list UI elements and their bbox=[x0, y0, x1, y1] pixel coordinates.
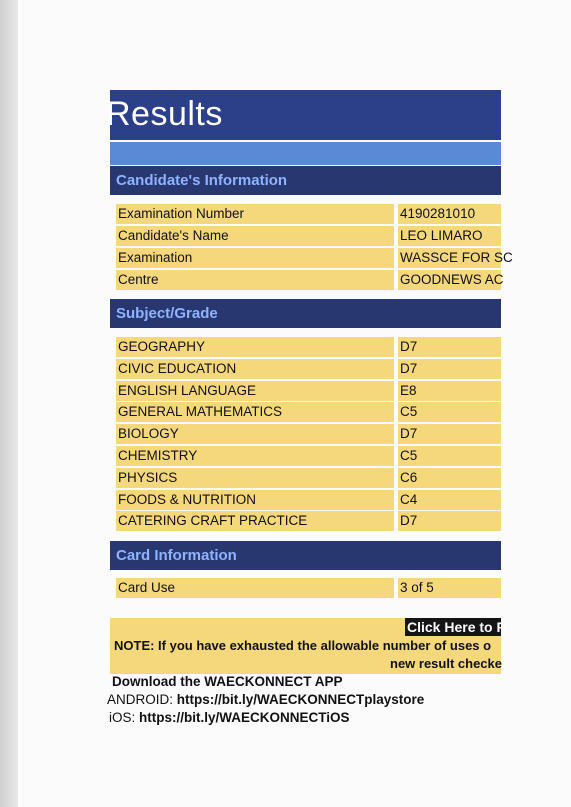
scan-edge bbox=[0, 0, 18, 807]
subject-grade: D7 bbox=[398, 424, 501, 444]
subject-name: ENGLISH LANGUAGE bbox=[116, 381, 394, 401]
card-use-label: Card Use bbox=[116, 578, 394, 598]
note-text-continued: new result checke bbox=[390, 656, 502, 671]
subject-name: GEOGRAPHY bbox=[116, 337, 394, 357]
candidate-label: Centre bbox=[116, 270, 394, 290]
subject-name: GENERAL MATHEMATICS bbox=[116, 402, 394, 422]
subject-name: CATERING CRAFT PRACTICE bbox=[116, 511, 394, 531]
ios-link[interactable]: https://bit.ly/WAECKONNECTiOS bbox=[139, 710, 350, 725]
subject-grade: C5 bbox=[398, 402, 501, 422]
subject-name: CIVIC EDUCATION bbox=[116, 359, 394, 379]
subject-grade: D7 bbox=[398, 511, 501, 531]
android-link[interactable]: https://bit.ly/WAECKONNECTplaystore bbox=[176, 692, 425, 707]
candidate-row bbox=[116, 248, 513, 268]
subject-row bbox=[116, 337, 501, 357]
card-use-value: 3 of 5 bbox=[398, 578, 501, 598]
candidate-label: Examination bbox=[116, 248, 394, 268]
subject-grade: C5 bbox=[398, 446, 501, 466]
subject-grade: D7 bbox=[398, 337, 501, 357]
subject-row bbox=[116, 511, 501, 531]
subject-row bbox=[116, 468, 501, 488]
android-label: ANDROID: bbox=[107, 692, 174, 707]
candidate-value: LEO LIMARO bbox=[398, 226, 501, 246]
subject-grade: E8 bbox=[398, 381, 501, 401]
candidate-value: GOODNEWS AC bbox=[398, 270, 501, 290]
subject-grade: D7 bbox=[398, 359, 501, 379]
subject-grade-heading: Subject/Grade bbox=[110, 299, 501, 328]
candidate-info-heading: Candidate's Information bbox=[110, 166, 501, 195]
subject-row bbox=[116, 490, 501, 510]
candidate-label: Examination Number bbox=[116, 204, 394, 224]
card-info-heading: Card Information bbox=[110, 541, 501, 570]
download-title: Download the WAECKONNECT APP bbox=[112, 674, 343, 689]
subject-name: CHEMISTRY bbox=[116, 446, 394, 466]
banner-stripe bbox=[110, 142, 501, 165]
candidate-value: 4190281010 bbox=[398, 204, 501, 224]
candidate-value: WASSCE FOR SC bbox=[398, 248, 501, 268]
card-use-row bbox=[116, 578, 501, 598]
candidate-row bbox=[116, 270, 504, 290]
candidate-label: Candidate's Name bbox=[116, 226, 394, 246]
subject-name: FOODS & NUTRITION bbox=[116, 490, 394, 510]
subject-row bbox=[116, 446, 501, 466]
subject-row bbox=[116, 424, 501, 444]
note-text: NOTE: If you have exhausted the allowable number of uses o bbox=[114, 638, 492, 653]
subject-row bbox=[116, 359, 501, 379]
subject-name: PHYSICS bbox=[116, 468, 394, 488]
subject-row bbox=[116, 381, 501, 401]
page-title: Results bbox=[106, 95, 223, 133]
candidate-row bbox=[116, 204, 501, 224]
subject-grade: C4 bbox=[398, 490, 501, 510]
candidate-row bbox=[116, 226, 501, 246]
results-banner bbox=[106, 90, 501, 140]
click-here-button[interactable]: Click Here to R bbox=[407, 619, 507, 635]
ios-download-line bbox=[109, 710, 472, 725]
subject-grade: C6 bbox=[398, 468, 501, 488]
subject-name: BIOLOGY bbox=[116, 424, 394, 444]
android-download-line bbox=[107, 692, 472, 707]
ios-label: iOS: bbox=[109, 710, 136, 725]
subject-row bbox=[116, 402, 501, 422]
